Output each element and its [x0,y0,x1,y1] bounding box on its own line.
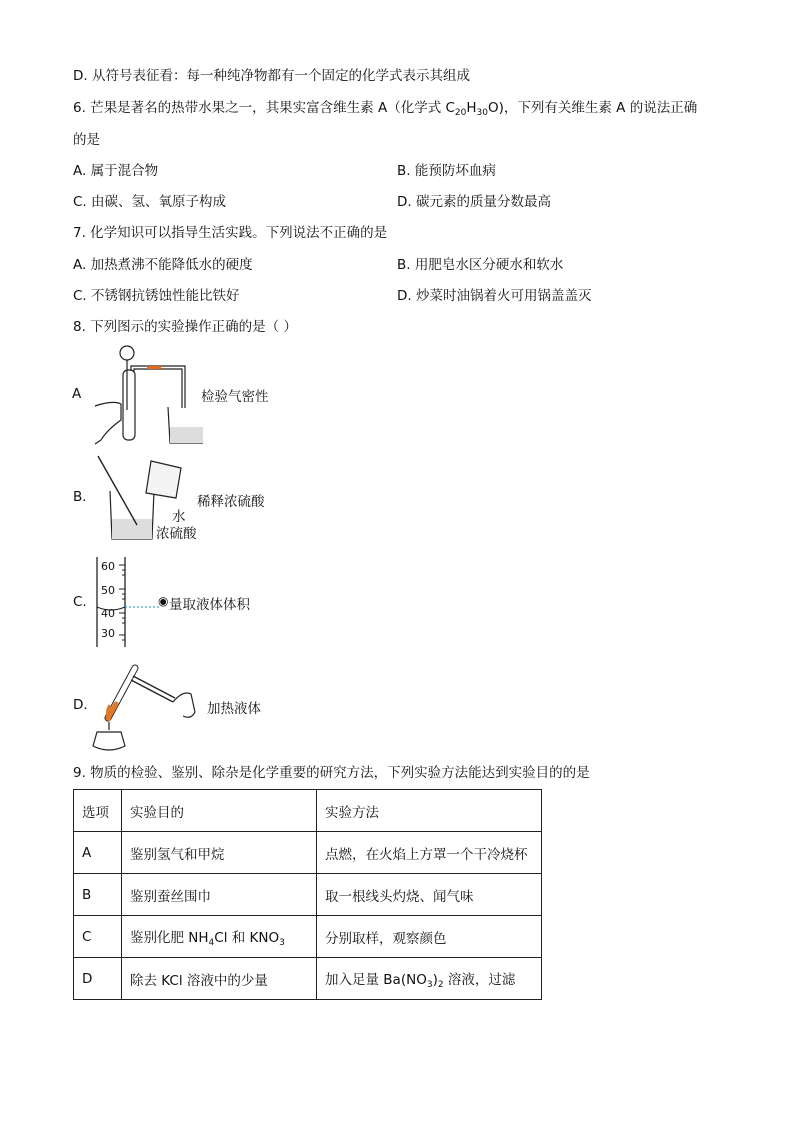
q8-fig-c-tick-50: 50 [101,584,115,597]
q8-fig-b-water: 水 [172,509,186,525]
row-option: B [74,874,122,916]
q7-option-b: B. 用肥皂水区分硬水和软水 [397,257,564,273]
q8-fig-b-letter: B. [73,489,87,505]
row-purpose [122,916,317,958]
q8-fig-c-tick-60: 60 [101,560,115,573]
q7-option-d: D. 炒菜时油锅着火可用锅盖盖灭 [397,288,592,304]
row-method: 点燃，在火焰上方罩一个干冷烧杯 [317,832,542,874]
q8-stem: 8. 下列图示的实验操作正确的是（ ） [73,319,297,335]
q8-fig-a-letter: A [72,386,82,402]
heating-liquid-figure [73,660,203,755]
row-purpose: 鉴别氢气和甲烷 [122,832,317,874]
row-purpose-sub: 4 [208,937,215,948]
table-row [74,958,542,1000]
row-method [317,958,542,1000]
q6-sub-20: 20 [454,108,467,118]
q6-stem-b: O)，下列有关维生素 A 的说法正确 [487,100,698,116]
q7-option-a: A. 加热煮沸不能降低水的硬度 [73,257,253,273]
q8-fig-d-letter: D. [73,697,88,713]
header-option: 选项 [74,790,122,832]
q9-table [73,789,542,1000]
row-method-b: ) [432,971,438,988]
row-method: 分别取样，观察颜色 [317,916,542,958]
table-row [74,874,542,916]
row-purpose-b: Cl 和 KNO [214,929,280,946]
header-method: 实验方法 [317,790,542,832]
eye-icon: ◉ [158,594,169,608]
row-method-sub: 3 [426,979,433,990]
row-method-a: 加入足量 Ba(NO [325,971,427,988]
q6-stem [73,99,697,122]
row-option: A [74,832,122,874]
table-row [74,916,542,958]
q8-fig-b-acid: 浓硫酸 [156,526,197,542]
q8-fig-b-label: 稀释浓硫酸 [197,494,265,510]
q6-option-c: C. 由碳、氢、氧原子构成 [73,194,227,210]
q6-option-a: A. 属于混合物 [73,163,159,179]
q6-option-b: B. 能预防坏血病 [397,163,496,179]
row-purpose: 鉴别蚕丝围巾 [122,874,317,916]
row-option: C [74,916,122,958]
row-purpose-a: 鉴别化肥 NH [130,929,209,946]
gas-tightness-apparatus-figure [73,340,203,448]
q8-fig-c-label: 量取液体体积 [169,597,250,613]
table-row [74,832,542,874]
row-method-sub2: 2 [437,979,444,990]
row-method: 取一根线头灼烧、闻气味 [317,874,542,916]
q6-stem-line2: 的是 [73,132,100,148]
q6-sub-30: 30 [476,108,488,118]
q6-option-d: D. 碳元素的质量分数最高 [397,194,551,210]
table-header-row [74,790,542,832]
q6-stem-a: 6. 芒果是著名的热带水果之一，其果实富含维生素 A（化学式 C [73,100,455,116]
q8-fig-c-tick-30: 30 [101,627,115,640]
q7-option-c: C. 不锈钢抗锈蚀性能比铁好 [73,288,240,304]
row-method-c: 溶液，过滤 [443,971,516,988]
q8-fig-d-label: 加热液体 [207,701,261,717]
q6-h: H [466,100,477,116]
row-option: D [74,958,122,1000]
q8-fig-c-tick-40: 40 [101,607,115,620]
q9-stem: 9. 物质的检验、鉴别、除杂是化学重要的研究方法，下列实验方法能达到实验目的的是 [73,765,590,781]
q8-fig-c-letter: C. [73,594,87,610]
row-purpose: 除去 KCl 溶液中的少量 [122,958,317,1000]
q7-stem: 7. 化学知识可以指导生活实践。下列说法不正确的是 [73,225,388,241]
header-purpose: 实验目的 [122,790,317,832]
q8-fig-a-label: 检验气密性 [201,389,269,405]
q5-option-d: D. 从符号表征看：每一种纯净物都有一个固定的化学式表示其组成 [73,68,470,84]
row-purpose-sub2: 3 [279,937,285,948]
